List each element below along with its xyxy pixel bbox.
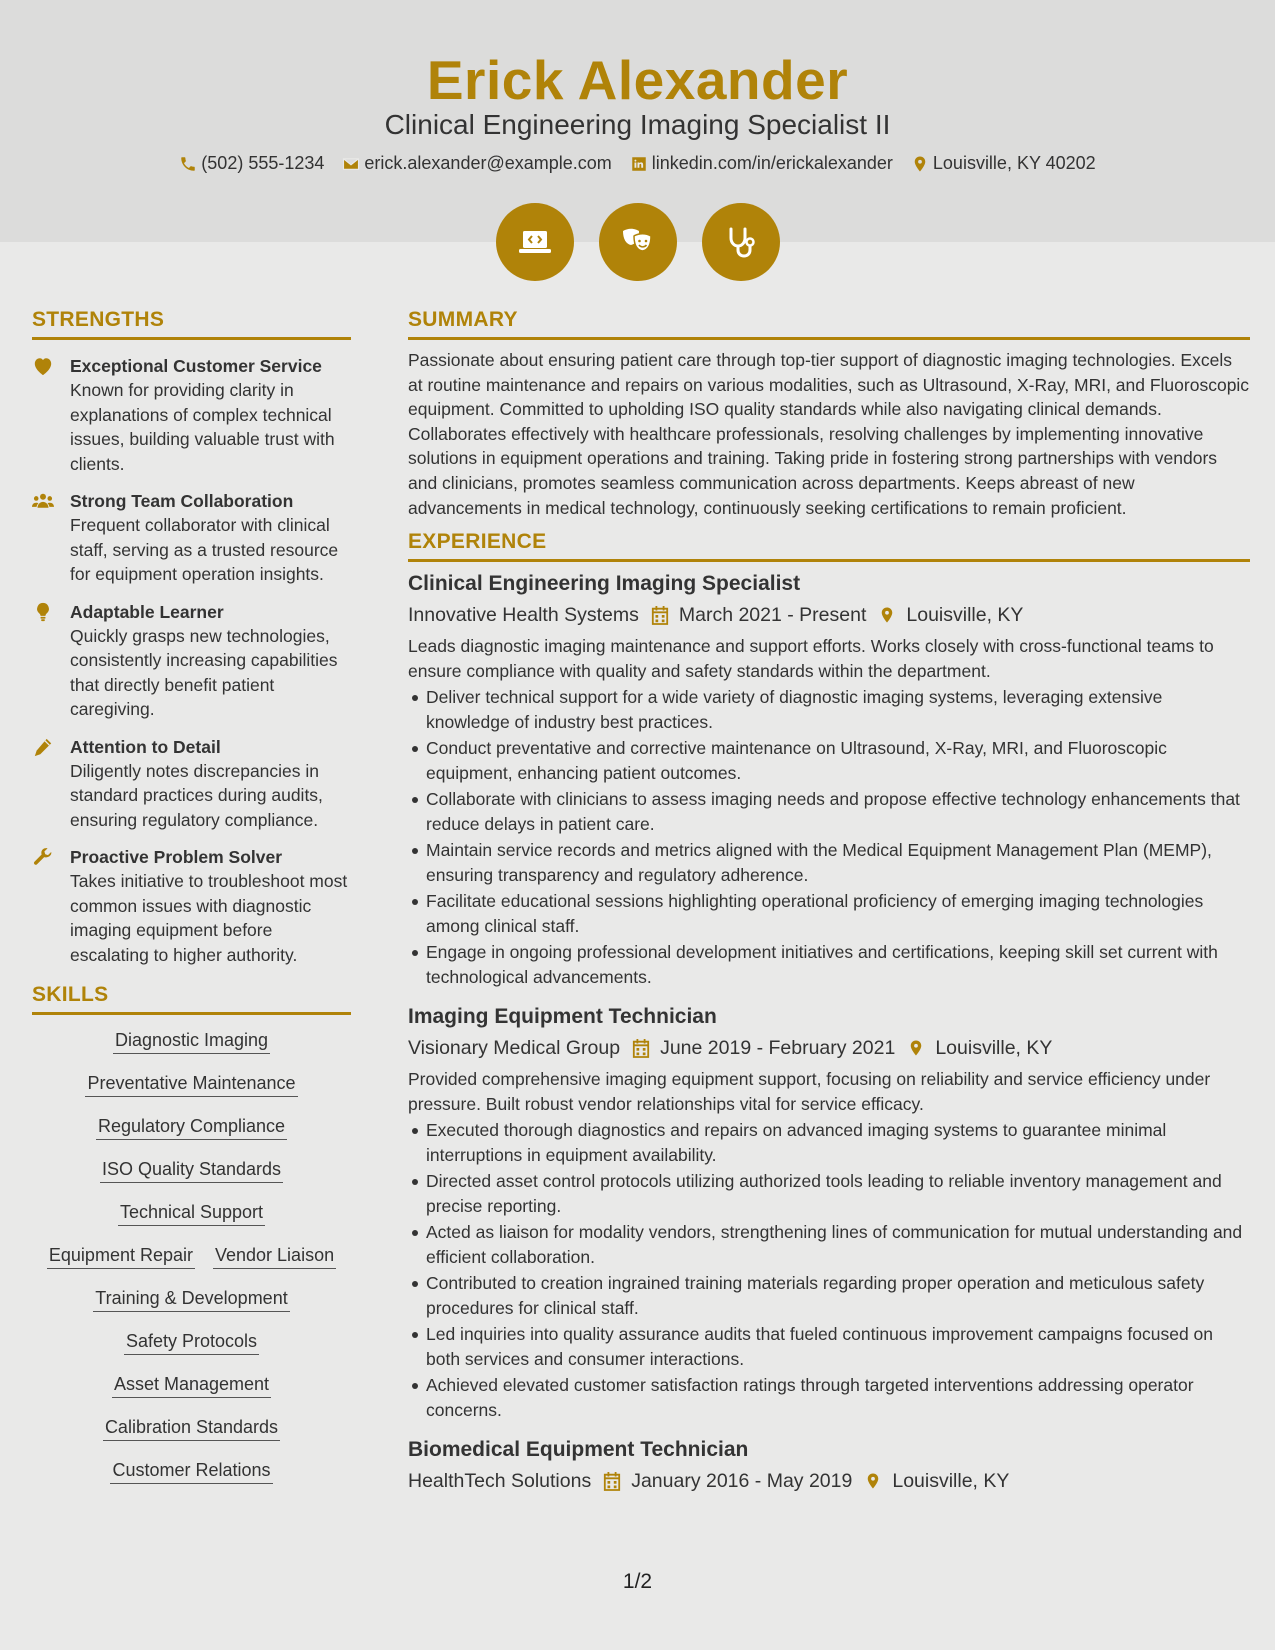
theater-masks-icon — [618, 222, 658, 262]
strength-desc: Frequent collaborator with clinical staff, serving as a trusted resource for equipment operation insights. — [70, 515, 339, 584]
job-title: Biomedical Equipment Technician — [408, 1438, 749, 1462]
contact-location — [911, 153, 1096, 174]
job-bullet: Maintain service records and metrics aligned with the Medical Equipment Management Plan (MEMP), ensuring transparency and regulatory adherence. — [426, 838, 1250, 887]
strength-title: Attention to Detail — [70, 736, 221, 757]
job-meta — [408, 1468, 1250, 1494]
theater-masks-badge — [599, 203, 677, 281]
job-location: Louisville, KY — [906, 604, 1024, 627]
stethoscope-icon — [721, 222, 761, 262]
job-bullet: Engage in ongoing professional development initiatives and certifications, keeping skill set current with technological advancements. — [426, 940, 1250, 989]
job-company: Visionary Medical Group — [408, 1037, 621, 1060]
map-pin-icon — [878, 605, 896, 625]
map-pin-icon — [907, 1038, 925, 1058]
email-text: erick.alexander@example.com — [364, 153, 612, 173]
job-description: Leads diagnostic imaging maintenance and support efforts. Works closely with cross-functional teams to ensure compliance with quality and safety standards within the department. — [408, 636, 1214, 681]
job-company: Innovative Health Systems — [408, 604, 639, 627]
job-dates: March 2021 - Present — [678, 604, 867, 627]
users-icon — [32, 491, 54, 511]
skill-tag: Training & Development — [93, 1287, 289, 1312]
job-bullet: Acted as liaison for modality vendors, strengthening lines of communication for mutual understanding and efficient collaboration. — [426, 1220, 1250, 1269]
skill-tag: Diagnostic Imaging — [113, 1029, 270, 1054]
job-dates: June 2019 - February 2021 — [660, 1037, 896, 1060]
job-company: HealthTech Solutions — [408, 1470, 592, 1493]
laptop-code-badge — [496, 203, 574, 281]
phone-text: (502) 555-1234 — [201, 153, 325, 173]
skills-heading: SKILLS — [32, 983, 351, 1015]
job-meta — [408, 1035, 1250, 1061]
calendar-icon — [632, 1038, 650, 1058]
job-bullet: Executed thorough diagnostics and repairs on advanced imaging systems to guarantee minimal interruptions in equipment availability. — [426, 1118, 1250, 1167]
stethoscope-badge — [702, 203, 780, 281]
phone-icon — [179, 155, 197, 173]
contact-linkedin[interactable] — [630, 153, 893, 174]
skill-tag: Customer Relations — [110, 1459, 272, 1484]
job-bullet: Deliver technical support for a wide variety of diagnostic imaging systems, leveraging extensive knowledge of industry best practices. — [426, 685, 1250, 734]
skill-tag: Vendor Liaison — [213, 1244, 336, 1269]
skill-tag: Regulatory Compliance — [96, 1115, 287, 1140]
page-number: 1/2 — [622, 1570, 653, 1593]
job-description: Provided comprehensive imaging equipment support, focusing on reliability and service efficiency under pressure. Built robust vendor relationships vital for service efficacy. — [408, 1069, 1211, 1114]
skills-list — [32, 1029, 351, 1502]
right-column — [408, 308, 1250, 1494]
job-bullet: Directed asset control protocols utilizing authorized tools leading to reliable inventory management and precise reporting. — [426, 1169, 1250, 1218]
contact-bar — [0, 153, 1275, 174]
summary-heading: SUMMARY — [408, 308, 1250, 340]
linkedin-text: linkedin.com/in/erickalexander — [651, 153, 893, 173]
job-dates: January 2016 - May 2019 — [631, 1470, 853, 1493]
calendar-icon — [651, 605, 669, 625]
job-bullet: Collaborate with clinicians to assess imaging needs and propose effective technology enhancements that reduce delays in patient care. — [426, 787, 1250, 836]
job-location: Louisville, KY — [892, 1470, 1010, 1493]
job-entry — [408, 570, 1250, 989]
contact-email[interactable] — [342, 153, 611, 174]
job-bullet: Achieved elevated customer satisfaction ratings through targeted interventions addressing operator concerns. — [426, 1373, 1250, 1422]
job-title: Clinical Engineering Imaging Specialist — [408, 572, 801, 596]
envelope-icon — [342, 155, 360, 173]
skill-tag: Safety Protocols — [124, 1330, 259, 1355]
heart-icon — [32, 356, 54, 376]
calendar-icon — [603, 1471, 621, 1491]
job-bullets — [408, 685, 1250, 989]
strength-item — [32, 845, 351, 967]
job-title: Imaging Equipment Technician — [408, 1005, 717, 1029]
laptop-code-icon — [515, 222, 555, 262]
contact-phone[interactable] — [179, 153, 324, 174]
strength-desc: Quickly grasps new technologies, consistently increasing capabilities that directly benefit patient caregiving. — [70, 625, 338, 719]
strength-desc: Takes initiative to troubleshoot most common issues with diagnostic imaging equipment before escalating to higher authority. — [70, 871, 348, 965]
job-bullet: Facilitate educational sessions highlighting operational proficiency of emerging imaging technologies among clinical staff. — [426, 889, 1250, 938]
strength-desc: Known for providing clarity in explanations of complex technical issues, building valuable trust with clients. — [70, 380, 335, 474]
strengths-heading: STRENGTHS — [32, 308, 351, 340]
experience-heading: EXPERIENCE — [408, 530, 1250, 562]
strength-item — [32, 735, 351, 833]
skill-tag: Technical Support — [118, 1201, 265, 1226]
skill-tag: ISO Quality Standards — [100, 1158, 283, 1183]
strength-title: Exceptional Customer Service — [70, 356, 322, 376]
job-entry — [408, 1436, 1250, 1494]
skill-tag: Calibration Standards — [103, 1416, 280, 1441]
job-bullets — [408, 1118, 1250, 1422]
wrench-icon — [32, 847, 54, 867]
pencil-icon — [32, 737, 54, 757]
map-pin-icon — [864, 1471, 882, 1491]
job-location: Louisville, KY — [935, 1037, 1053, 1060]
skill-tag: Preventative Maintenance — [85, 1072, 297, 1097]
strength-desc: Diligently notes discrepancies in standard practices during audits, ensuring regulatory compliance. — [70, 760, 323, 830]
strengths-list — [32, 354, 351, 967]
strength-title: Proactive Problem Solver — [70, 847, 283, 867]
job-entry — [408, 1003, 1250, 1422]
location-text: Louisville, KY 40202 — [932, 153, 1096, 173]
strength-item — [32, 354, 351, 476]
strength-item — [32, 489, 351, 587]
job-bullet: Conduct preventative and corrective maintenance on Ultrasound, X-Ray, MRI, and Fluoroscopic equipment, enhancing patient outcomes. — [426, 736, 1250, 785]
map-pin-icon — [911, 155, 929, 173]
lightbulb-icon — [32, 602, 54, 622]
strength-title: Strong Team Collaboration — [70, 491, 294, 511]
skill-tag: Equipment Repair — [47, 1244, 195, 1269]
strength-title: Adaptable Learner — [70, 601, 224, 622]
job-bullet: Contributed to creation ingrained training materials regarding proper operation and meticulous safety procedures for clinical staff. — [426, 1271, 1250, 1320]
left-column — [32, 308, 351, 1502]
linkedin-icon — [630, 155, 648, 173]
candidate-role: Clinical Engineering Imaging Specialist II — [384, 109, 891, 140]
job-meta — [408, 602, 1250, 628]
job-bullet: Led inquiries into quality assurance audits that fueled continuous improvement campaigns focused on both services and consumer interactions. — [426, 1322, 1250, 1371]
summary-text: Passionate about ensuring patient care through top-tier support of diagnostic imaging technologies. Excels at routine maintenance and repairs on various modalities, such as Ultrasound, X-Ray, MRI, and Fluoroscopic equipment. Committed to upholding ISO quality standards while also navigating clinical demands. Collaborates effectively with healthcare professionals, resolving challenges by implementing innovative solutions in equipment operations and training. Taking pride in fostering strong partnerships with vendors and clinicians, promotes seamless communication across departments. Keeps abreast of new advancements in medical technology, continuously seeking certifications to remain proficient. — [408, 350, 1250, 518]
strength-item — [32, 600, 351, 722]
skill-tag: Asset Management — [112, 1373, 271, 1398]
header-badges — [0, 203, 1275, 281]
candidate-name: Erick Alexander — [426, 49, 849, 111]
